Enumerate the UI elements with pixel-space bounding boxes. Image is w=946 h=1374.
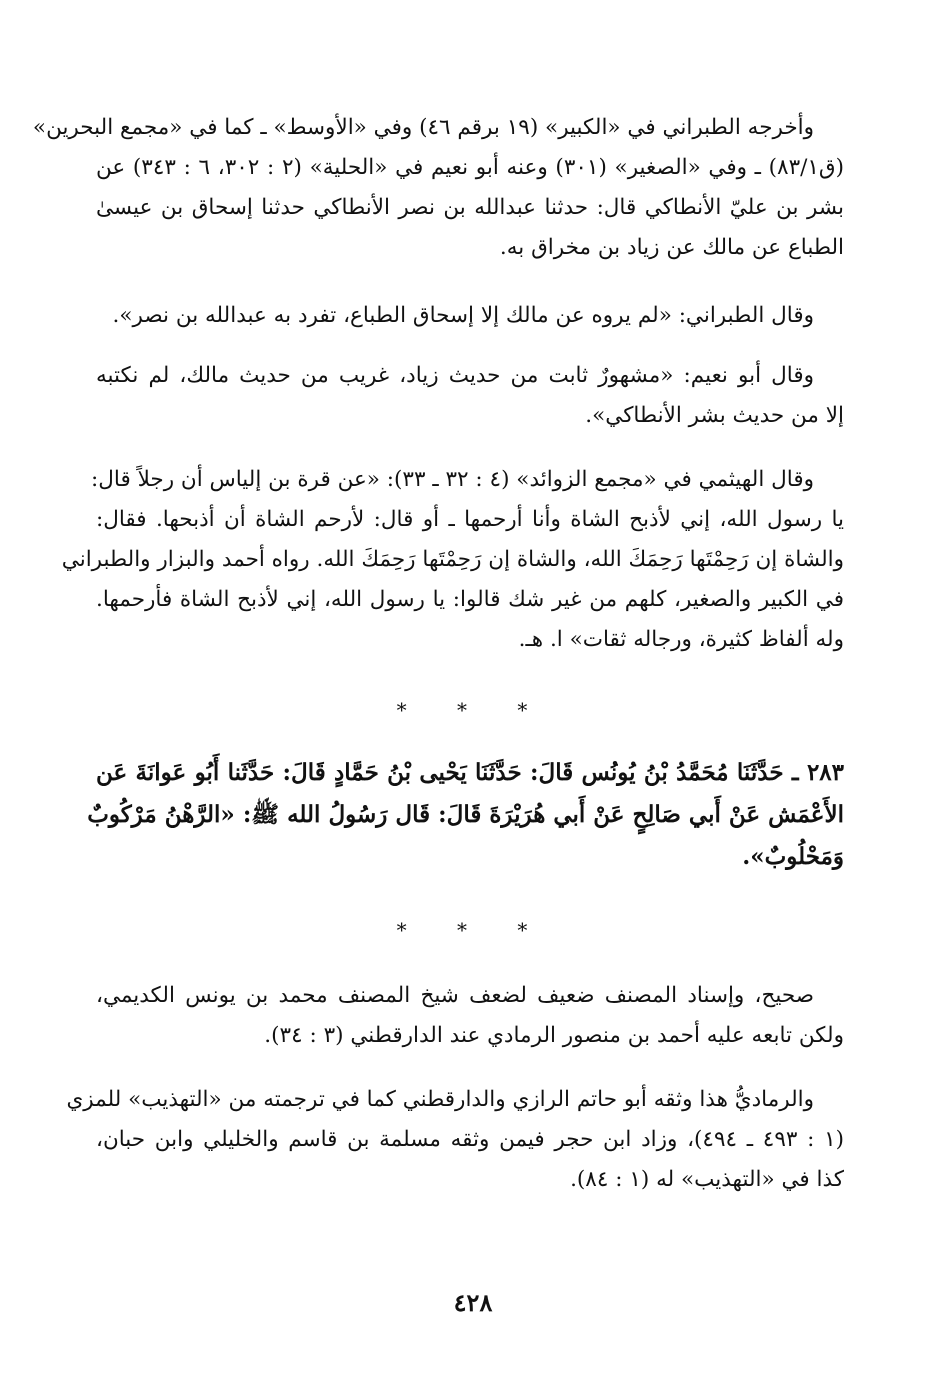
text-line: ولكن تابعه عليه أحمد بن منصور الرمادي عند الدارقطني (٣ : ٣٤). [264,1023,844,1048]
paragraph-ramadi-note [66,1080,845,1200]
hadith-line: وَمَحْلُوبٌ». [742,843,844,870]
hadith-line: ٢٨٣ ـ حَدَّثَنَا مُحَمَّدُ بْنُ يُونُس قَالَ: حَدَّثَنَا يَحْيى بْنُ حَمَّادٍ قَالَ: حَدَّثَنا أَبُو عَوانَةَ عَن [96,759,844,786]
text-line: والشاة إن رَحِمْتَها رَحِمَكَ الله، والشاة إن رَحِمْتَها رَحِمَكَ الله. رواه أحمد والبزار والطبراني [61,547,844,572]
paragraph-grading [96,976,844,1056]
text-line: (ق٨٣/١) ـ وفي «الصغير» (٣٠١) وعنه أبو نعيم في «الحلية» (٢ : ٣٠٢، ٦ : ٣٤٣) عن [96,155,844,180]
text-line: الطباع عن مالك عن زياد بن مخراق به. [499,235,844,260]
text-line: وقال أبو نعيم: «مشهورٌ ثابت من حديث زياد، غريب من حديث مالك، لم نكتبه [96,363,814,388]
text-line: في الكبير والصغير، كلهم من غير شك قالوا: يا رسول الله، إني لأذبح الشاة فأرحمها. [96,587,844,612]
section-separator: * * * [396,918,550,942]
text-line: وقال الطبراني: «لم يروه عن مالك إلا إسحاق الطباع، تفرد به عبدالله بن نصر». [112,303,814,328]
paragraph-haythami-quote [61,460,844,660]
text-line: كذا في «التهذيب» له (١ : ٨٤). [570,1167,844,1192]
page-number: ٤٢٨ [453,1288,493,1317]
text-line: بشر بن عليّ الأنطاكي قال: حدثنا عبدالله بن نصر الأنطاكي حدثنا إسحاق بن عيسىٰ [96,195,844,220]
paragraph-takhrij [32,108,844,268]
text-line: إلا من حديث بشر الأنطاكي». [585,403,844,428]
text-line: وأخرجه الطبراني في «الكبير» (١٩ برقم ٤٦) وفي «الأوسط» ـ كما في «مجمع البحرين» [32,115,814,140]
hadith-283 [87,752,844,878]
text-line: والرماديُّ هذا وثقه أبو حاتم الرازي والدارقطني كما في ترجمته من «التهذيب» للمزي [66,1087,814,1112]
text-line: وقال الهيثمي في «مجمع الزوائد» (٤ : ٣٢ ـ ٣٣): «عن قرة بن إلياس أن رجلاً قال: [91,467,814,492]
text-line: (١ : ٤٩٣ ـ ٤٩٤)، وزاد ابن حجر فيمن وثقه مسلمة بن قاسم والخليلي وابن حبان، [96,1127,845,1152]
paragraph-abu-nuaym-quote [96,356,844,436]
paragraph-tabarani-quote [96,296,844,336]
hadith-line: الأَعْمَش عَنْ أَبي صَالِحٍ عَنْ أَبي هُرَيْرَةَ قَالَ: قَال رَسُولُ الله ﷺ: «الرَّهْنُ مَرْكُوبٌ [87,801,844,828]
section-separator: * * * [396,698,550,722]
text-line: يا رسول الله، إني لأذبح الشاة وأنا أرحمها ـ أو قال: لأرحم الشاة أن أذبحها. فقال: [96,507,844,532]
text-line: صحيح، وإسناد المصنف ضعيف لضعف شيخ المصنف محمد بن يونس الكديمي، [96,983,814,1008]
text-line: وله ألفاظ كثيرة، ورجاله ثقات» ا. هـ. [518,627,844,652]
